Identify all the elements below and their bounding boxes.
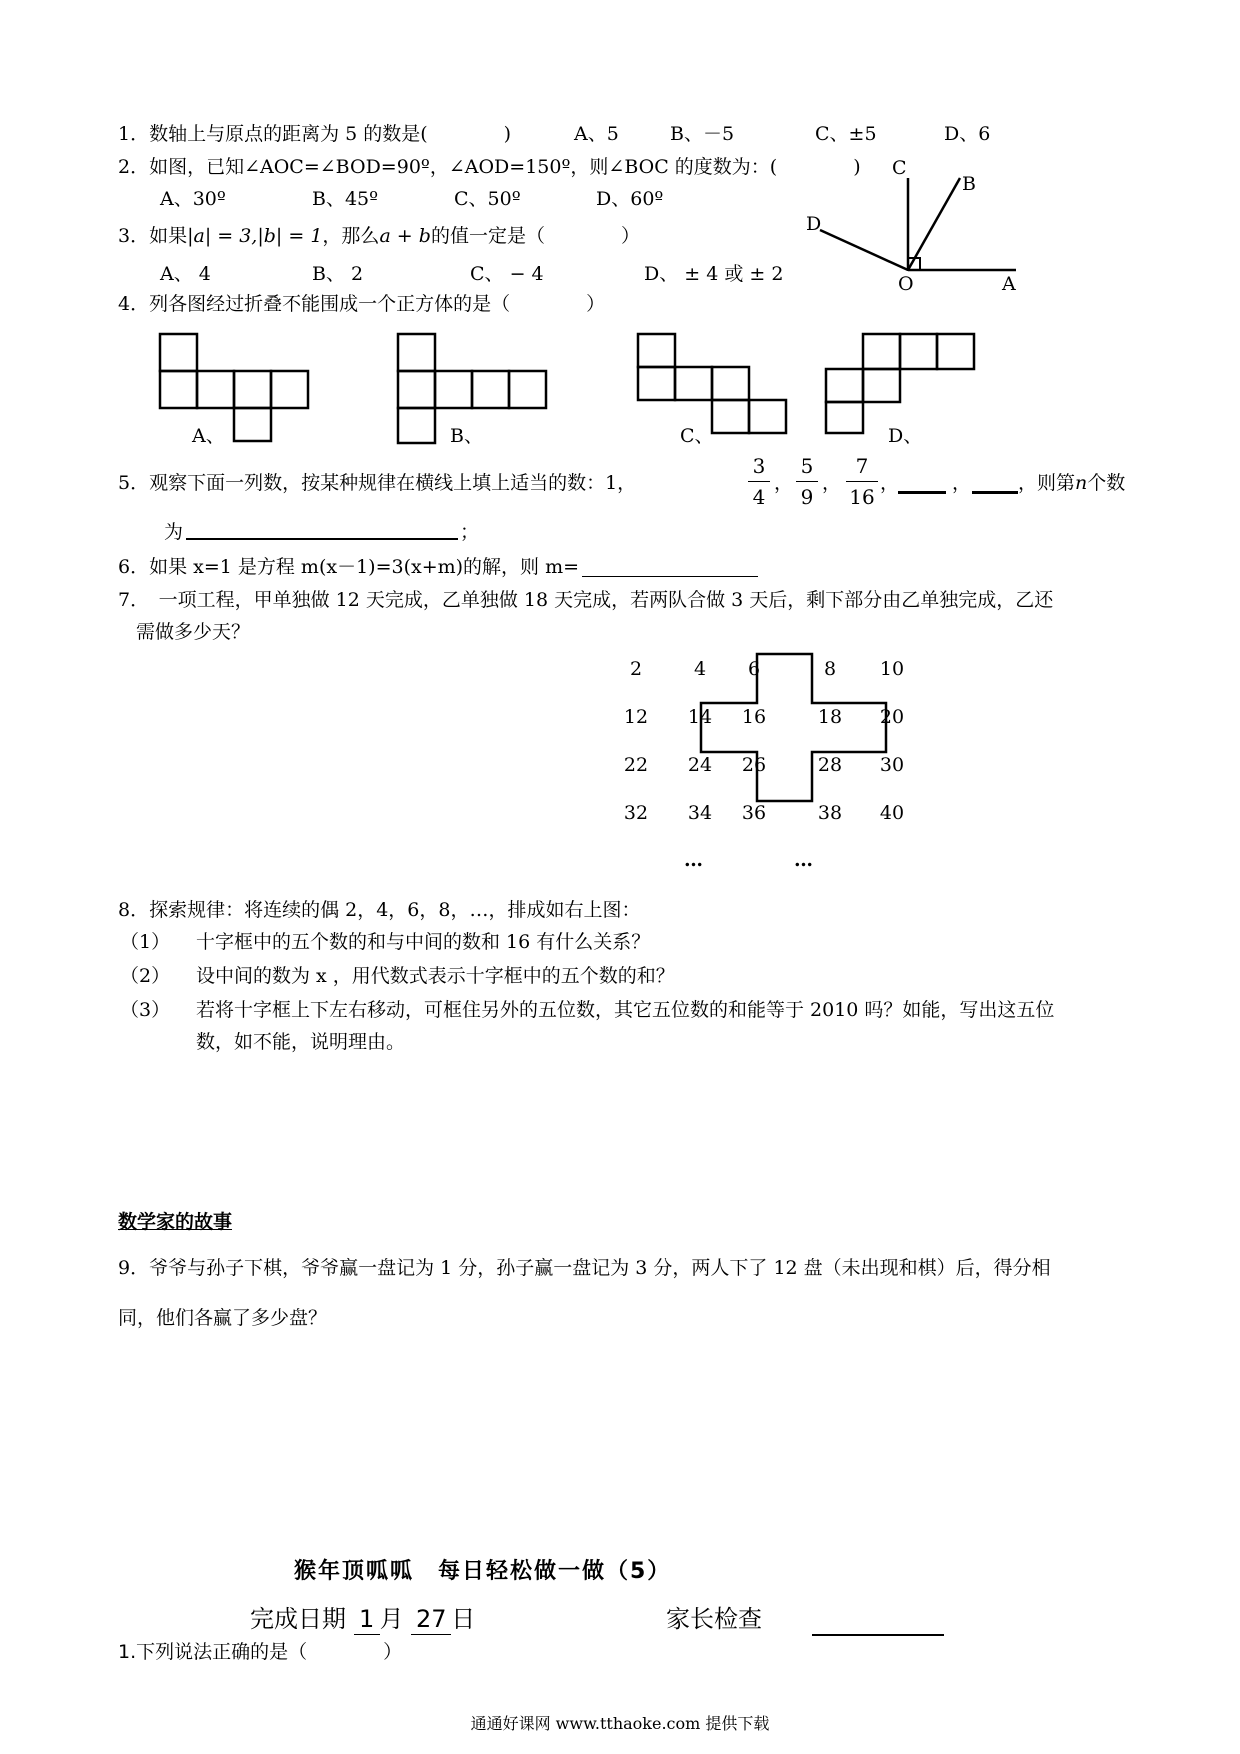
date-day: 27 xyxy=(411,1604,451,1635)
q8-part3-text: 若将十字框上下左右移动，可框住另外的五位数，其它五位数的和能等于 2010 吗？如能，写出这五位 xyxy=(196,999,1055,1021)
q2-text: 2．如图，已知∠AOC=∠BOD=90º，∠AOD=150º，则∠BOC 的度数为：( ) xyxy=(118,156,861,178)
q1-option-a: A、5 xyxy=(574,123,619,145)
q5-sep-1: ， xyxy=(774,472,794,494)
label-o: O xyxy=(898,273,914,295)
q3-eq1: |a| = 3, xyxy=(187,225,258,247)
grid-cell: 18 xyxy=(817,706,843,728)
parent-check-label: 家长检查 xyxy=(666,1605,762,1633)
q5-fraction-2: 5 9 xyxy=(796,453,818,510)
q9-line1: 9．爷爷与孙子下棋，爷爷赢一盘记为 1 分，孙子赢一盘记为 3 分，两人下了 12 盘（未出现和棋）后，得分相 xyxy=(118,1257,1051,1279)
q3-option-c: C、 − 4 xyxy=(470,263,544,285)
grid-cell: 14 xyxy=(687,706,713,728)
date-row: 完成日期 1 月 27 日 xyxy=(250,1605,476,1633)
q1-option-c: C、±5 xyxy=(815,123,877,145)
practice-q1: 1.下列说法正确的是（ ） xyxy=(118,1641,403,1663)
q5-line2-post: ； xyxy=(460,521,480,543)
q5-fraction-1: 3 4 xyxy=(748,453,770,510)
grid-cell: 36 xyxy=(741,802,767,824)
q7-line2: 需做多少天？ xyxy=(136,621,251,643)
grid-cell: 10 xyxy=(879,658,905,680)
q2-option-d: D、60º xyxy=(596,188,664,210)
net-label-c: C、 xyxy=(680,425,714,447)
net-label-d: D、 xyxy=(888,425,923,447)
grid-cell: 20 xyxy=(879,706,905,728)
grid-dots-1: … xyxy=(684,849,703,871)
q9-line2: 同，他们各赢了多少盘？ xyxy=(118,1307,328,1329)
grid-cell: 2 xyxy=(629,658,643,680)
grid-cell: 12 xyxy=(623,706,649,728)
q1-option-d: D、6 xyxy=(944,123,991,145)
q3-expr: a + b xyxy=(379,225,431,247)
q5-text: 5．观察下面一列数，按某种规律在横线上填上适当的数：1， xyxy=(118,472,637,494)
q5-sep-2: ， xyxy=(822,472,842,494)
q5-fraction-3: 7 16 xyxy=(846,453,878,510)
q8-part2-num: （2） xyxy=(120,965,171,987)
q5-sep-4: ， xyxy=(952,472,972,494)
grid-cell: 26 xyxy=(741,754,767,776)
q3-option-d: D、 ± 4 或 ± 2 xyxy=(644,263,784,285)
grid-cell: 6 xyxy=(747,658,761,680)
label-d: D xyxy=(806,213,822,235)
grid-cell: 30 xyxy=(879,754,905,776)
net-label-a: A、 xyxy=(192,425,225,447)
grid-cell: 4 xyxy=(693,658,707,680)
label-c: C xyxy=(892,157,907,179)
grid-cell: 40 xyxy=(879,802,905,824)
q7-line1: 7． 一项工程，甲单独做 12 天完成，乙单独做 18 天完成，若两队合做 3 天后，剩下部分由乙单独完成，乙还 xyxy=(118,589,1054,611)
grid-cell: 32 xyxy=(623,802,649,824)
grid-cell: 24 xyxy=(687,754,713,776)
q1-option-b: B、－5 xyxy=(670,123,735,145)
q2-option-c: C、50º xyxy=(454,188,521,210)
grid-cell: 22 xyxy=(623,754,649,776)
q8-part3-line2: 数，如不能，说明理由。 xyxy=(196,1031,406,1053)
q1-text: 1．数轴上与原点的距离为 5 的数是( ) xyxy=(118,123,512,145)
date-label: 完成日期 xyxy=(250,1605,346,1633)
net-label-b: B、 xyxy=(450,425,483,447)
q8-part1-text: 十字框中的五个数的和与中间的数和 16 有什么关系？ xyxy=(196,931,651,953)
q3-eq2: |b| = 1 xyxy=(257,225,323,247)
story-heading: 数学家的故事 xyxy=(118,1211,233,1233)
q2-option-b: B、45º xyxy=(312,188,379,210)
q8-intro: 8．探索规律：将连续的偶 2，4，6，8，…，排成如右上图： xyxy=(118,899,641,921)
label-b: B xyxy=(962,173,976,195)
grid-cell: 28 xyxy=(817,754,843,776)
grid-dots-2: … xyxy=(794,849,813,871)
q8-part1-num: （1） xyxy=(120,931,171,953)
q3-option-b: B、 2 xyxy=(312,263,364,285)
q6-text: 6．如果 x=1 是方程 m(x－1)=3(x+m)的解，则 m= xyxy=(118,556,580,578)
parent-check-blank[interactable] xyxy=(812,1612,944,1636)
q3-text: 3．如果|a| = 3,|b| = 1，那么a + b的值一定是（ ） xyxy=(118,225,640,247)
grid-cell: 8 xyxy=(823,658,837,680)
practice-title: 猴年顶呱呱 每日轻松做一做（5） xyxy=(294,1559,672,1584)
footer-credit: 通通好课网 www.tthaoke.com 提供下载 xyxy=(470,1714,770,1733)
q8-part2-text: 设中间的数为 x ，用代数式表示十字框中的五个数的和？ xyxy=(196,965,675,987)
q3-option-a: A、 4 xyxy=(160,263,211,285)
label-a: A xyxy=(1002,273,1016,295)
q5-tail: ，则第n个数 xyxy=(1018,472,1126,494)
q5-sep-3: ， xyxy=(880,472,900,494)
q4-text: 4．列各图经过折叠不能围成一个正方体的是（ ） xyxy=(118,293,606,315)
date-month: 1 xyxy=(354,1604,380,1635)
q2-option-a: A、30º xyxy=(160,188,226,210)
grid-cell: 34 xyxy=(687,802,713,824)
q5-line2-pre: 为 xyxy=(164,521,184,543)
q8-part3-num: （3） xyxy=(120,999,171,1021)
grid-cell: 16 xyxy=(741,706,767,728)
grid-cell: 38 xyxy=(817,802,843,824)
